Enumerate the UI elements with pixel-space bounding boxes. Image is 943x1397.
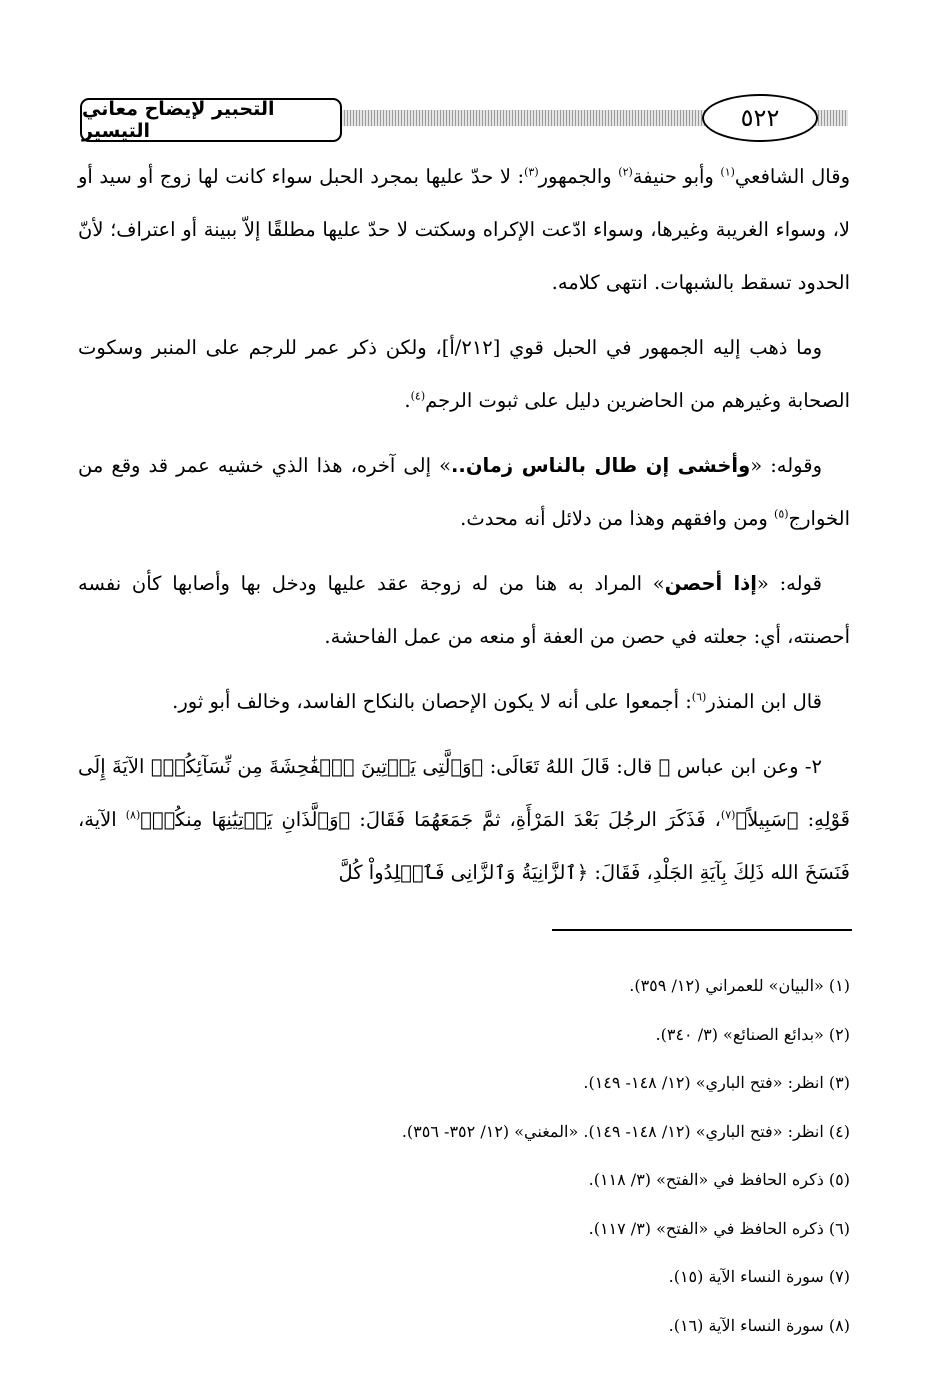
- text-span: الآية، فَنَسَخَ الله ذَلِكَ بِآيَةِ الجَلْدِ، فَقَالَ: ﴿ٱلزَّانِيَةُ وَٱلزَّانِى فَٱجۡلِدُواْ كُلَّ: [78, 808, 850, 884]
- footnotes: [78, 962, 850, 1350]
- page-header: [80, 94, 848, 150]
- text-span: ومن وافقهم وهذا من دلائل أنه محدث.: [460, 507, 775, 530]
- paragraph-6: [78, 740, 850, 899]
- footnote-ref: (٢): [618, 165, 633, 179]
- paragraph-2: [78, 321, 850, 427]
- text-span: » إلى آخره، هذا الذي خشيه عمر قد وقع من الخوارج: [78, 454, 850, 530]
- text-span: وقوله: «: [750, 454, 822, 477]
- text-span: وأبو حنيفة: [632, 165, 721, 188]
- footnote-6: (٦) ذكره الحافظ في «الفتح» (٣/ ١١٧).: [588, 1218, 850, 1238]
- footnote-ref: (٨): [125, 808, 141, 822]
- book-title: التحبير لإيضاح معاني التيسير: [80, 98, 342, 142]
- footnote-8: (٨) سورة النساء الآية (١٦).: [668, 1315, 850, 1335]
- text-span: وقال الشافعي: [734, 165, 850, 188]
- quoted-phrase: إذا أحصن: [664, 572, 757, 595]
- text-span: ، فَذَكَرَ الرجُلَ بَعْدَ المَرْأَةِ، ثمَّ جَمَعَهُمَا فَقَالَ: ﴿وَٱلَّذَانِ يَأۡتِيَٰنِهَا مِنكُمۡ﴾: [140, 808, 721, 831]
- paragraph-5: [78, 675, 850, 728]
- quoted-phrase: وأخشى إن طال بالناس زمان..: [451, 454, 751, 477]
- footnote-5: (٥) ذكره الحافظ في «الفتح» (٣/ ١١٨).: [588, 1170, 850, 1189]
- text-span: » المراد به هنا من له زوجة عقد عليها ودخل بها وأصابها كأن نفسه أحصنته، أي: جعلته في حصن من العفة أو منعه من عمل الفاحشة.: [78, 572, 850, 648]
- footnote-7: (٧) سورة النساء الآية (١٥).: [668, 1267, 850, 1286]
- paragraph-4: [78, 557, 850, 663]
- text-span: .: [404, 389, 411, 412]
- text-span: : لا حدّ عليها بمجرد الحبل سواء كانت لها زوج أو سيد أو لا، وسواء الغريبة وغيرها، وسواء ادّعت الإكراه وسكتت لا حدّ عليها مطلقًا إلاّ ببينة أو اعتراف؛ لأنّ الحدود تسقط بالشبهات. انتهى كلامه.: [78, 165, 850, 294]
- footnote-ref: (٣): [524, 165, 539, 179]
- footnote-1: (١) «البيان» للعمراني (١٢/ ٣٥٩).: [629, 976, 850, 995]
- footnote-ref: (٥): [774, 507, 789, 521]
- main-text: [78, 150, 850, 911]
- footnote-ref: (٤): [410, 389, 426, 403]
- text-span: : أجمعوا على أنه لا يكون الإحصان بالنكاح الفاسد، وخالف أبو ثور.: [172, 690, 692, 713]
- footnote-separator: [552, 929, 852, 931]
- footnote-3: (٣) انظر: «فتح الباري» (١٢/ ١٤٨- ١٤٩).: [583, 1073, 850, 1092]
- text-span: قال ابن المنذر: [706, 690, 822, 713]
- footnote-ref: (٦): [691, 690, 707, 704]
- paragraph-1: [78, 150, 850, 309]
- footnote-4: (٤) انظر: «فتح الباري» (١٢/ ١٤٨- ١٤٩). «المغني» (١٢/ ٣٥٢- ٣٥٦).: [401, 1121, 850, 1141]
- page-number: ٥٢٢: [702, 94, 818, 142]
- text-span: والجمهور: [538, 165, 619, 188]
- paragraph-3: [78, 439, 850, 545]
- footnote-ref: (١): [720, 165, 735, 179]
- footnote-2: (٢) «بدائع الصنائع» (٣/ ٣٤٠).: [655, 1024, 850, 1044]
- text-span: ٢- وعن ابن عباس ﷺ قال: قَالَ اللهُ تَعَالَى: ﴿وَٱلَّتِى يَأۡتِينَ ٱلۡفَٰحِشَةَ مِن نِّسَآئِكُمۡ﴾ الآيَةَ إِلَى قَوْلِهِ: ﴿سَبِيلاً﴾: [78, 755, 850, 831]
- text-span: وما ذهب إليه الجمهور في الحبل قوي [٢١٢/أ]، ولكن ذكر عمر للرجم على المنبر وسكوت الصحابة وغيرهم من الحاضرين دليل على ثبوت الرجم: [78, 336, 850, 412]
- footnote-ref: (٧): [720, 808, 736, 822]
- text-span: قوله: «: [756, 572, 822, 595]
